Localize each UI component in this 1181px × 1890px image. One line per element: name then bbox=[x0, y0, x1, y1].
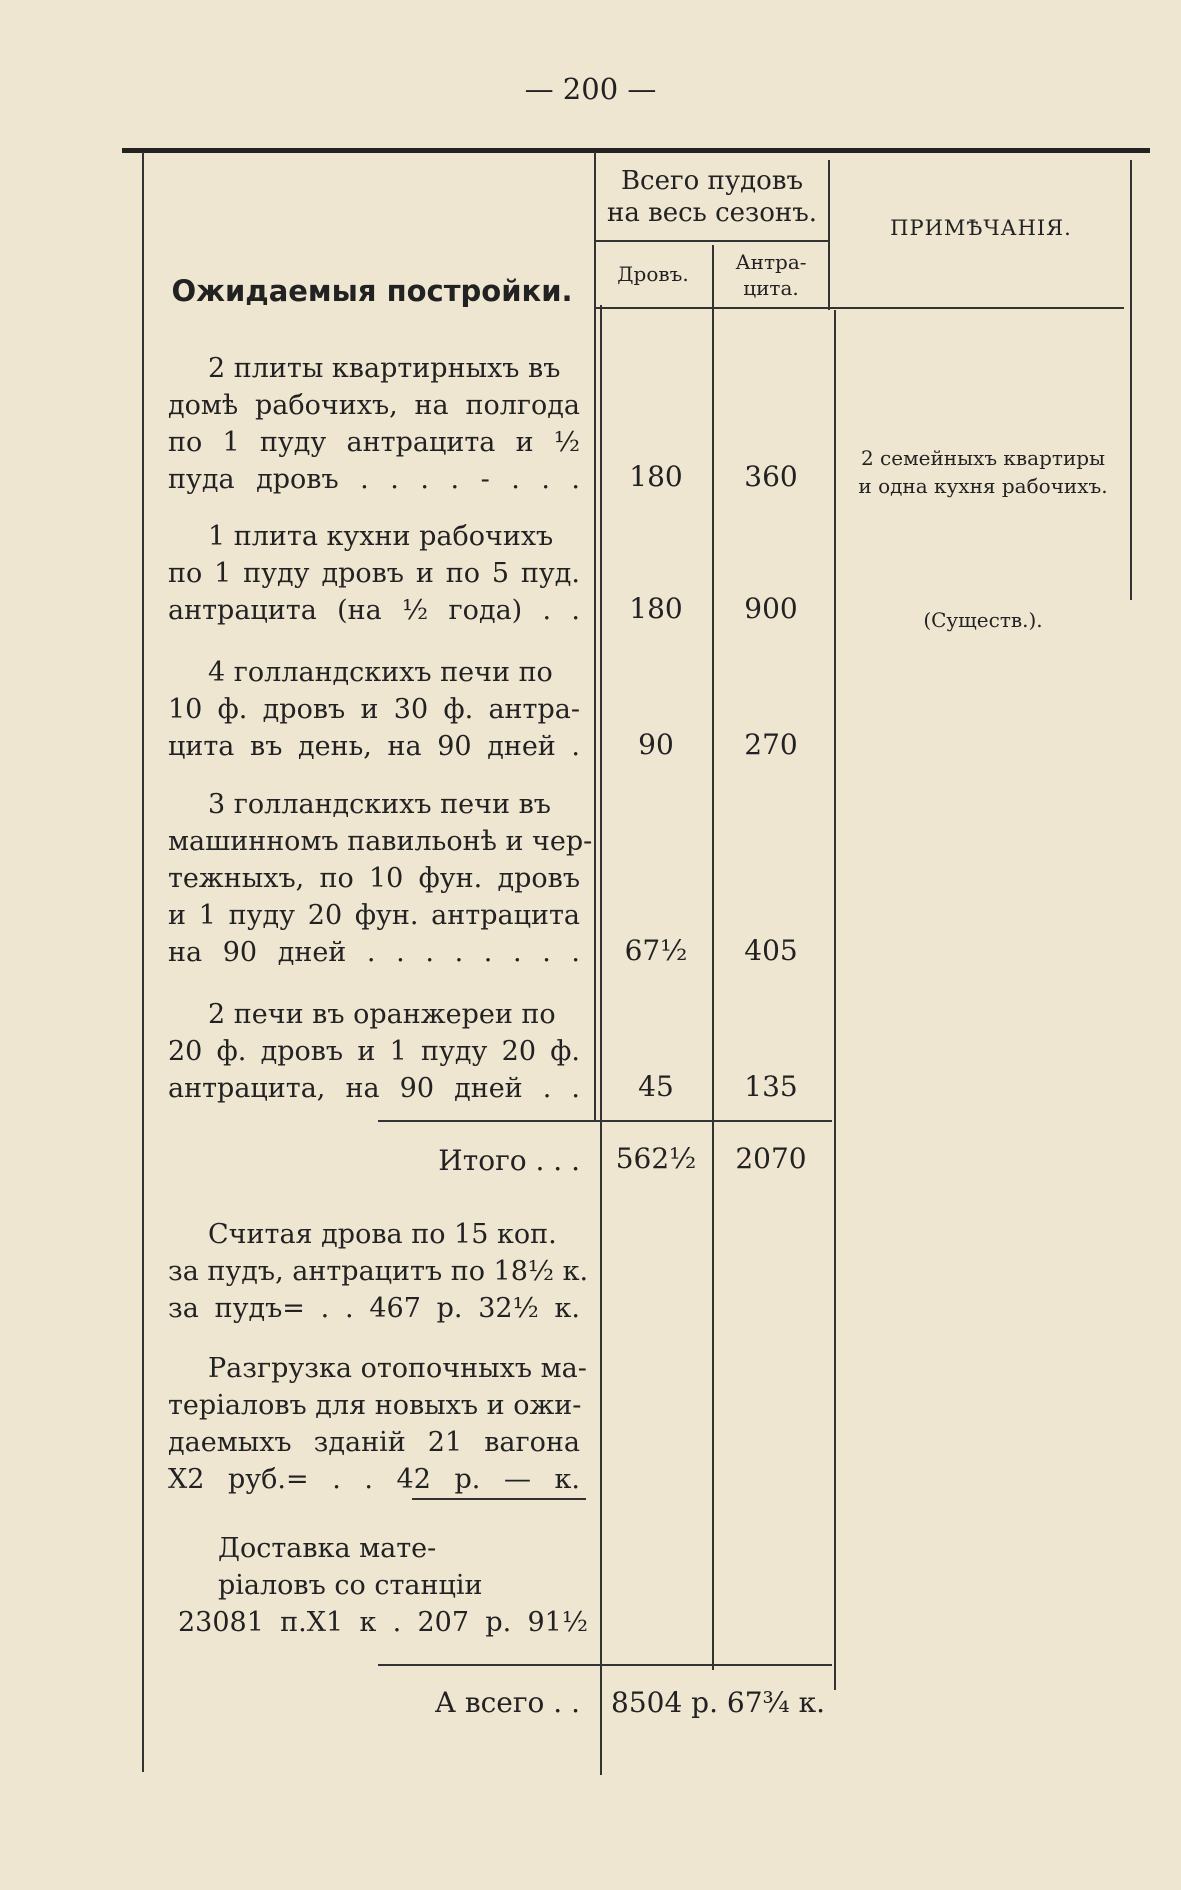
row-4-line-2: машинномъ павильонѣ и чер- bbox=[168, 826, 593, 857]
total-anthracite: 2070 bbox=[735, 1142, 807, 1175]
delivery-line-3: 23081 п.Х1 к . 207 р. 91½ bbox=[178, 1607, 588, 1638]
grand-total-value: 8504 р. 67¾ к. bbox=[611, 1686, 825, 1719]
row-3-line-2: 10 ф. дровъ и 30 ф. антра- bbox=[168, 694, 580, 725]
cost-line-3: за пудъ= . . 467 р. 32½ к. bbox=[168, 1293, 580, 1324]
total-label: Итого . . . bbox=[438, 1144, 580, 1177]
row-1-note-line-1: 2 семейныхъ квартиры bbox=[860, 446, 1106, 470]
row-4-anthracite: 405 bbox=[744, 934, 798, 967]
row-1-wood: 180 bbox=[629, 460, 683, 493]
row-2-wood: 180 bbox=[629, 592, 683, 625]
row-3-description bbox=[168, 654, 580, 765]
row-2-description bbox=[168, 518, 580, 629]
row-1-line-1: 2 плиты квартирныхъ въ bbox=[208, 353, 561, 384]
delivery-line-2: ріаловъ со станціи bbox=[218, 1570, 483, 1601]
row-4-line-1: 3 голландскихъ печи въ bbox=[208, 789, 551, 820]
row-2-line-1: 1 плита кухни рабочихъ bbox=[208, 521, 554, 552]
left-border bbox=[142, 152, 144, 1772]
header-total-line1: Всего пудовъ bbox=[620, 166, 804, 196]
header-anthracite bbox=[714, 249, 828, 301]
row-5-line-3: антрацита, на 90 дней . . bbox=[168, 1073, 580, 1104]
row-2-anthracite: 900 bbox=[744, 592, 798, 625]
page-number: — 200 — bbox=[524, 72, 657, 106]
header-main: Ожидаемыя постройки. bbox=[171, 274, 573, 308]
main-col-divider bbox=[594, 152, 596, 1120]
grand-total-rule bbox=[378, 1664, 832, 1666]
header-anthracite-line2: цита. bbox=[743, 276, 799, 300]
total-wood: 562½ bbox=[615, 1142, 697, 1175]
row-1-line-2: домѣ рабочихъ, на полгода bbox=[168, 390, 580, 421]
header-subdivider bbox=[594, 240, 830, 242]
delivery-line-1: Доставка мате- bbox=[218, 1533, 437, 1564]
row-1-note-line-2: и одна кухня рабочихъ. bbox=[858, 474, 1108, 498]
unloading-line-3: даемыхъ зданій 21 вагона bbox=[168, 1427, 580, 1458]
row-5-line-1: 2 печи въ оранжереи по bbox=[208, 999, 556, 1030]
unloading-line-2: теріаловъ для новыхъ и ожи- bbox=[168, 1390, 582, 1421]
delivery-description bbox=[178, 1530, 588, 1641]
header-wood: Дровъ. bbox=[617, 262, 689, 286]
unloading-underline bbox=[412, 1498, 586, 1500]
row-4-line-4: и 1 пуду 20 фун. антрацита bbox=[168, 900, 580, 931]
unloading-description bbox=[168, 1350, 587, 1498]
row-1-note bbox=[838, 444, 1128, 500]
cost-line-1: Считая дрова по 15 коп. bbox=[208, 1219, 557, 1250]
row-1-line-3: по 1 пуду антрацита и ½ bbox=[168, 427, 580, 458]
header-notes: ПРИМѢЧАНІЯ. bbox=[890, 216, 1072, 240]
notes-col-divider bbox=[828, 160, 830, 310]
header-anthracite-line1: Антра- bbox=[735, 250, 807, 274]
row-3-anthracite: 270 bbox=[744, 728, 798, 761]
total-rule bbox=[378, 1120, 832, 1122]
header-bottom-rule bbox=[594, 307, 1124, 309]
row-4-description bbox=[168, 786, 593, 971]
row-2-note-line-1: (Существ.). bbox=[923, 608, 1043, 632]
row-2-line-2: по 1 пуду дровъ и по 5 пуд. bbox=[168, 558, 580, 589]
notes-col-left-line bbox=[834, 310, 836, 1690]
cost-line-2: за пудъ, антрацитъ по 18½ к. bbox=[168, 1256, 589, 1287]
cost-description bbox=[168, 1216, 589, 1327]
row-1-line-4: пуда дровъ . . . . - . . . bbox=[168, 464, 580, 495]
right-border bbox=[1130, 160, 1132, 600]
row-4-line-3: тежныхъ, по 10 фун. дровъ bbox=[168, 863, 580, 894]
total-col-left-line bbox=[600, 305, 602, 1775]
row-3-line-1: 4 голландскихъ печи по bbox=[208, 657, 553, 688]
row-5-description bbox=[168, 996, 580, 1107]
row-4-wood: 67½ bbox=[624, 934, 688, 967]
row-3-line-3: цита въ день, на 90 дней . bbox=[168, 731, 580, 762]
top-rule bbox=[122, 148, 1150, 153]
row-1-anthracite: 360 bbox=[744, 460, 798, 493]
row-5-wood: 45 bbox=[638, 1070, 674, 1103]
row-4-line-5: на 90 дней . . . . . . . . bbox=[168, 937, 580, 968]
grand-total-label: А всего . . bbox=[434, 1686, 580, 1719]
row-2-note bbox=[838, 606, 1128, 634]
row-3-wood: 90 bbox=[638, 728, 674, 761]
row-5-anthracite: 135 bbox=[744, 1070, 798, 1103]
row-2-line-3: антрацита (на ½ года) . . bbox=[168, 595, 580, 626]
row-5-line-2: 20 ф. дровъ и 1 пуду 20 ф. bbox=[168, 1036, 580, 1067]
unloading-line-1: Разгрузка отопочныхъ ма- bbox=[208, 1353, 587, 1384]
row-1-description bbox=[168, 350, 580, 498]
header-total-line2: на весь сезонъ. bbox=[606, 198, 818, 228]
header-total bbox=[596, 165, 828, 229]
unloading-line-4: Х2 руб.= . . 42 р. — к. bbox=[168, 1464, 580, 1495]
